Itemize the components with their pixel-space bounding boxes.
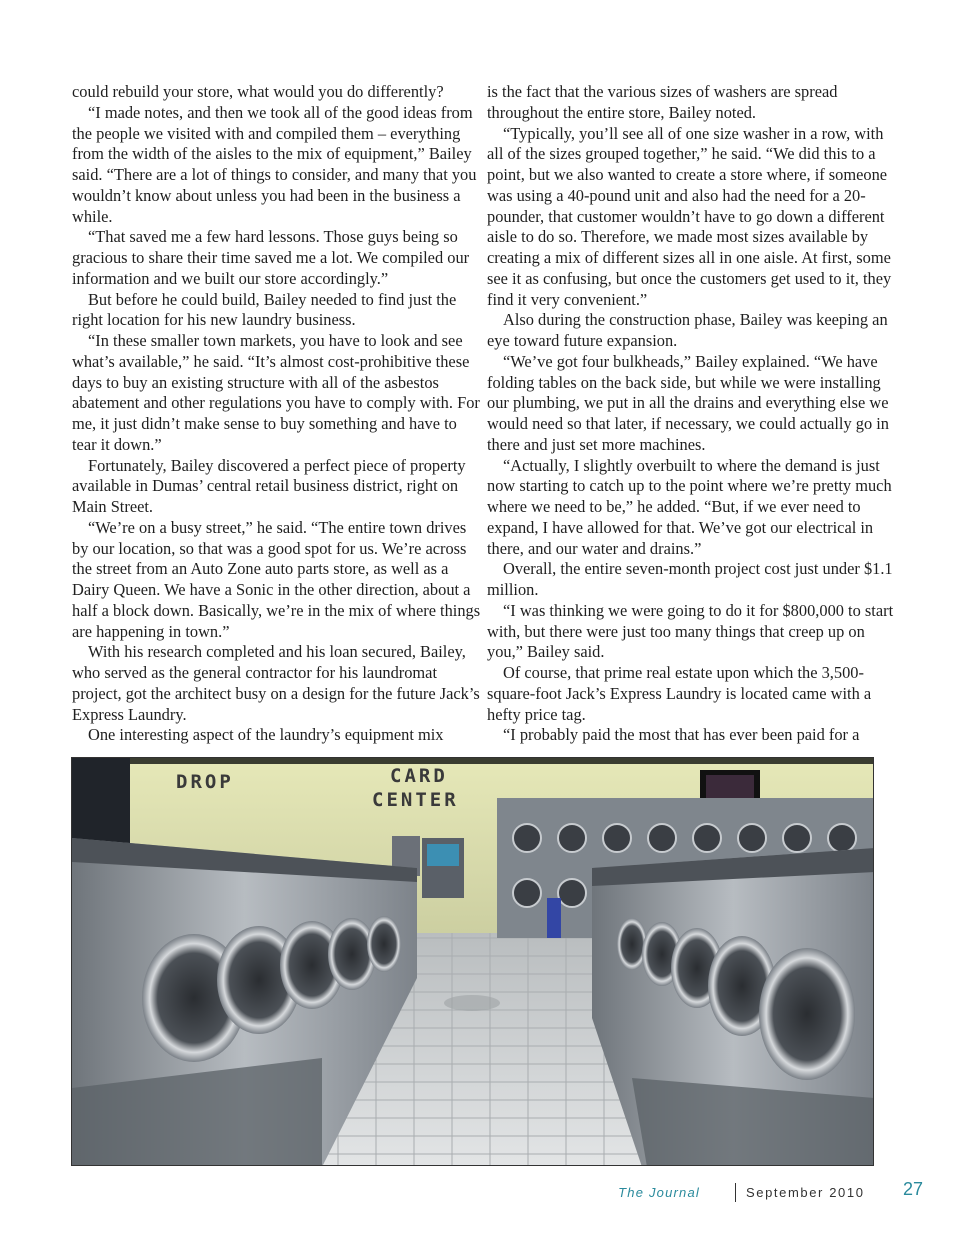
paragraph: “That saved me a few hard lessons. Those guys being so gracious to share their time saved me a lot. We compiled our information and we built our store accordingly.” [72, 227, 470, 288]
article-column-left [72, 82, 484, 746]
paragraph: could rebuild your store, what would you do differently? [72, 82, 444, 101]
paragraph: “I probably paid the most that has ever been paid for a [503, 725, 860, 745]
washer-door [759, 948, 855, 1080]
paragraph: “I made notes, and then we took all of the good ideas from the people we visited with and compiled them – everything from the width of the aisles to the mix of equipment,” Bailey said. “There are a lot of things to consider, and many that you wouldn’t know about unless you had been in the business a while. [72, 102, 477, 226]
card-center-sign-line1: CARD [390, 765, 448, 787]
washer-door [367, 916, 401, 972]
paragraph: “Typically, you’ll see all of one size washer in a row, with all of the sizes grouped together,” he said. “We did this to a point, but we also wanted to create a store where, if someone was using a 40-pound unit and also had the need for a 20-pounder, that customer wouldn’t have to go down a different aisle to do so. Therefore, we made most sizes available by creating a mix of different sizes all in one aisle. At first, some see it as confusing, but once the customers get used to it, they find it very convenient.” [487, 123, 892, 309]
article-column-right [487, 82, 899, 746]
paragraph: is the fact that the various sizes of washers are spread throughout the entire store, Bailey noted. [487, 82, 838, 122]
issue-date: September 2010 [746, 1185, 865, 1200]
drop-off-sign: DROP [176, 771, 234, 793]
page-footer [600, 1181, 930, 1205]
footer-divider [735, 1183, 736, 1202]
right-washer-row [592, 848, 874, 1166]
paragraph: “I was thinking we were going to do it for $800,000 to start with, but there were just too many things that creep up on you,” Bailey said. [487, 600, 894, 662]
paragraph: One interesting aspect of the laundry’s equipment mix [88, 725, 444, 745]
paragraph: With his research completed and his loan secured, Bailey, who served as the general contractor for his laundromat project, got the architect busy on a design for the future Jack’s Express Laundry. [72, 642, 480, 724]
page-number: 27 [903, 1179, 924, 1199]
paragraph: “We’ve got four bulkheads,” Bailey explained. “We have folding tables on the back side, but while we were installing our plumbing, we put in all the drains and everything else we would need so that later, if necessary, we could actually go in there and just set more machines. [487, 351, 889, 454]
paragraph: Also during the construction phase, Bailey was keeping an eye toward future expansion. [487, 310, 888, 350]
paragraph: “In these smaller town markets, you have to look and see what’s available,” he said. “It’s almost cost-prohibitive these days to buy an existing structure with all of the asbestos abatement and other regulations you have to comply with. For me, it just didn’t make sense to buy something and have to tear it down.” [72, 331, 480, 454]
paragraph: Of course, that prime real estate upon which the 3,500-square-foot Jack’s Express Laundry is located came with a hefty price tag. [487, 663, 872, 724]
paragraph: But before he could build, Bailey needed to find just the right location for his new laundry business. [72, 289, 457, 330]
laundromat-illustration [72, 758, 874, 1166]
washer-door [617, 918, 647, 970]
card-center-sign-line2: CENTER [372, 789, 459, 811]
paragraph: “Actually, I slightly overbuilt to where the demand is just now starting to catch up to the point where we’re pretty much where we need to be,” he added. “But, if we ever need to expand, I have allowed for that. We’ve got our electrical in there, and our water and drains.” [487, 455, 892, 558]
journal-name: The Journal [618, 1185, 700, 1200]
laundromat-photo [71, 757, 874, 1166]
paragraph: “We’re on a busy street,” he said. “The entire town drives by our location, so that was a good spot for us. We’re across the street from an Auto Zone auto parts store, as well as a Dairy Queen. We have a Sonic in the other direction, about a half a block down. Basically, we’re in the mix of where things are happening in town.” [72, 517, 481, 641]
paragraph: Fortunately, Bailey discovered a perfect piece of property available in Dumas’ central retail business district, right on Main Street. [72, 455, 466, 516]
paragraph: Overall, the entire seven-month project cost just under $1.1 million. [487, 559, 893, 599]
